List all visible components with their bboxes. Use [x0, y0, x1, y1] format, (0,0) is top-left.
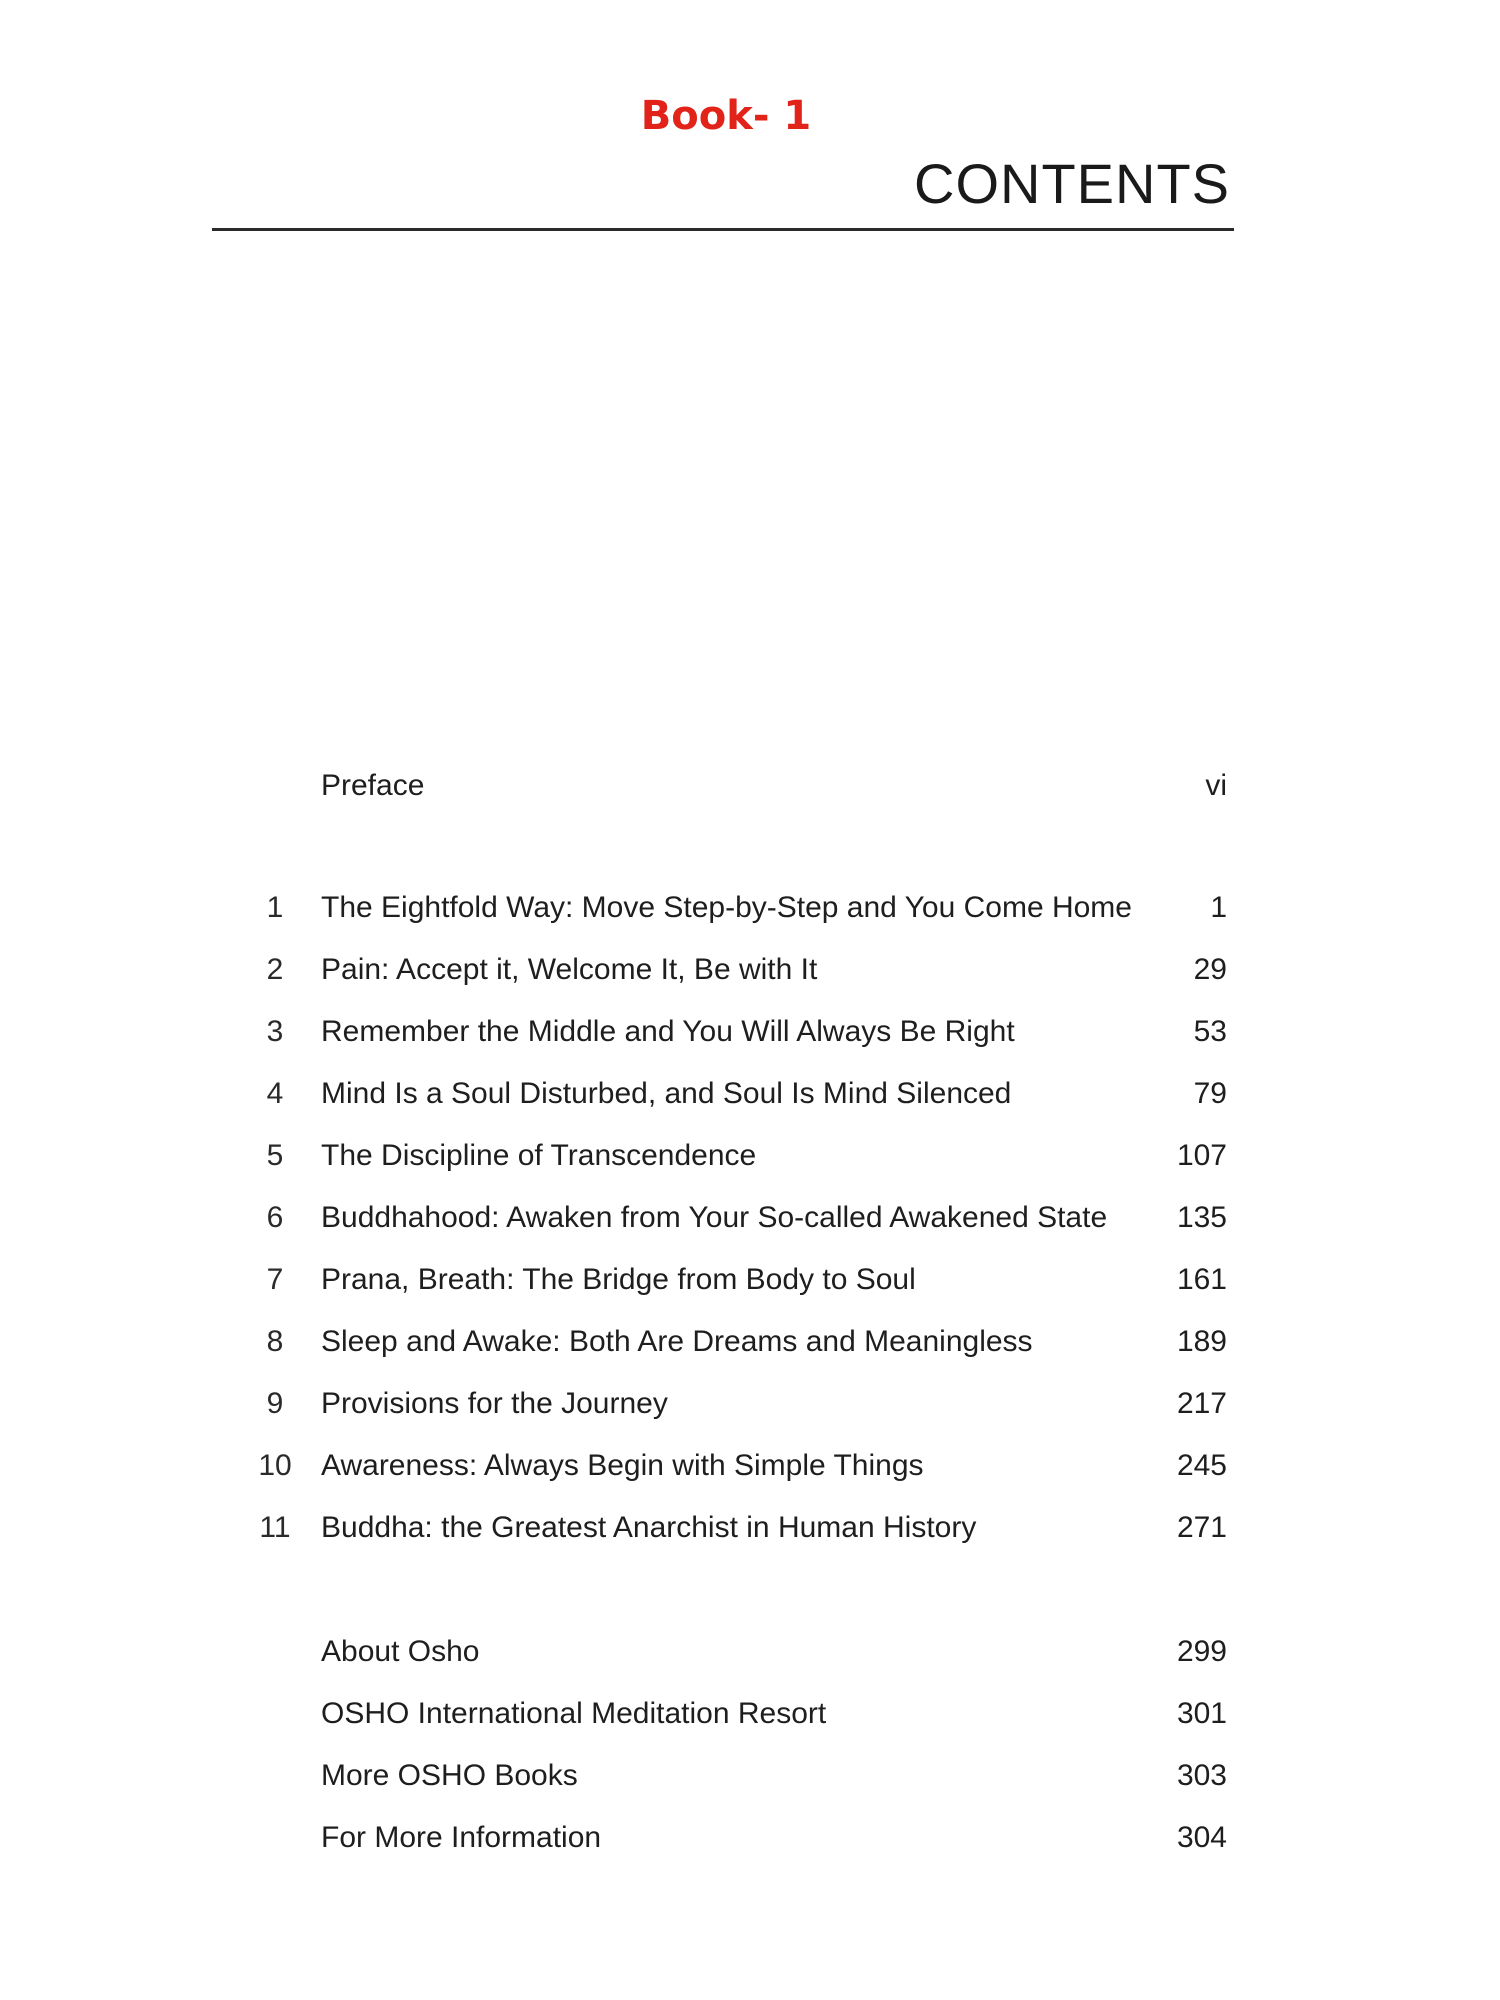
- toc-entry-title: Buddha: the Greatest Anarchist in Human History: [321, 1511, 977, 1544]
- toc-entry-title: Sleep and Awake: Both Are Dreams and Meaningless: [321, 1325, 1033, 1358]
- chapter-number: 2: [266, 953, 284, 986]
- toc-row-chapter: [255, 1012, 1227, 1052]
- toc-page-number: 107: [1176, 1139, 1227, 1172]
- toc-page-number: 245: [1176, 1449, 1227, 1482]
- toc-row-chapter: [255, 1136, 1227, 1176]
- toc-page-number: 53: [1193, 1015, 1227, 1048]
- toc-page-number: 79: [1193, 1077, 1227, 1110]
- toc-page-number: 135: [1176, 1201, 1227, 1234]
- chapter-number: 5: [266, 1139, 284, 1172]
- chapter-number: 8: [266, 1325, 284, 1358]
- toc-entry-title: OSHO International Meditation Resort: [321, 1697, 827, 1730]
- toc-entry-title: Remember the Middle and You Will Always Be Right: [321, 1015, 1015, 1048]
- chapter-number: 6: [266, 1201, 284, 1234]
- chapter-number: 10: [258, 1449, 292, 1482]
- toc-row-back-matter: [255, 1756, 1227, 1796]
- toc-page-number: 299: [1176, 1635, 1227, 1668]
- toc-entry-title: Buddhahood: Awaken from Your So-called Awakened State: [321, 1201, 1108, 1234]
- toc-entry-title: For More Information: [321, 1821, 602, 1854]
- toc-page-number: 161: [1176, 1263, 1227, 1296]
- chapter-number: 3: [266, 1015, 284, 1048]
- toc-row-chapter: [255, 1446, 1227, 1486]
- toc-page-number: 217: [1176, 1387, 1227, 1420]
- toc-row-preface: [255, 766, 1227, 806]
- chapter-number: 1: [266, 891, 284, 924]
- toc-row-back-matter: [255, 1818, 1227, 1858]
- toc-entry-title: About Osho: [321, 1635, 480, 1668]
- toc-row-back-matter: [255, 1694, 1227, 1734]
- toc-entry-title: The Discipline of Transcendence: [321, 1139, 757, 1172]
- toc-page-number: 1: [1210, 891, 1227, 924]
- toc-entry-title: Provisions for the Journey: [321, 1387, 668, 1420]
- toc-entry-title: The Eightfold Way: Move Step-by-Step and You Come Home: [321, 891, 1132, 924]
- toc-entry-title: Pain: Accept it, Welcome It, Be with It: [321, 953, 818, 986]
- toc-entry-title: Prana, Breath: The Bridge from Body to Soul: [321, 1263, 916, 1296]
- toc-page-number: vi: [1205, 769, 1227, 802]
- toc-row-chapter: [255, 1260, 1227, 1300]
- toc-page-number: 29: [1193, 953, 1227, 986]
- chapter-number: 11: [259, 1511, 291, 1544]
- toc-page-number: 189: [1176, 1325, 1227, 1358]
- toc-row-chapter: [255, 950, 1227, 990]
- toc-page-number: 301: [1176, 1697, 1227, 1730]
- toc-entry-title: More OSHO Books: [321, 1759, 578, 1792]
- toc-page-number: 271: [1176, 1511, 1227, 1544]
- toc-row-chapter: [255, 1074, 1227, 1114]
- chapter-number: 9: [266, 1387, 284, 1420]
- toc-page-number: 303: [1176, 1759, 1227, 1792]
- toc-entry-title: Preface: [321, 769, 425, 802]
- toc-entry-title: Awareness: Always Begin with Simple Things: [321, 1449, 924, 1482]
- toc-row-chapter: [255, 888, 1227, 928]
- toc-row-chapter: [255, 1508, 1227, 1548]
- toc-row-chapter: [255, 1322, 1227, 1362]
- chapter-number: 4: [266, 1077, 284, 1110]
- toc-row-chapter: [255, 1198, 1227, 1238]
- chapter-number: 7: [266, 1263, 284, 1296]
- page-title: CONTENTS: [914, 152, 1230, 215]
- toc-entry-title: Mind Is a Soul Disturbed, and Soul Is Mind Silenced: [321, 1077, 1012, 1110]
- title-divider: [212, 228, 1234, 231]
- toc-row-back-matter: [255, 1632, 1227, 1672]
- toc-row-chapter: [255, 1384, 1227, 1424]
- book-label: Book- 1: [640, 93, 812, 139]
- toc-page-number: 304: [1176, 1821, 1227, 1854]
